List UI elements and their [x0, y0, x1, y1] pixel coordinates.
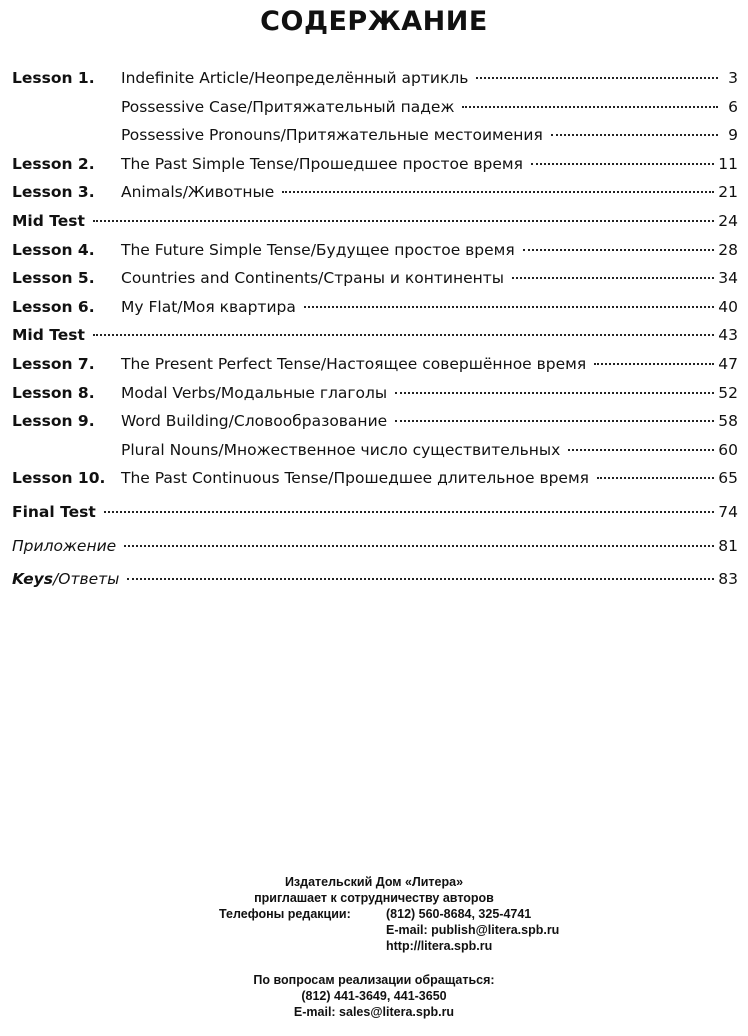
- toc-row[interactable]: [12, 264, 738, 293]
- toc-row[interactable]: [12, 293, 738, 322]
- toc-lesson-label: Lesson 1.: [12, 69, 95, 87]
- toc-leader-dots: [124, 544, 714, 547]
- toc-entry-title: Possessive Case/Притяжательный падеж: [121, 97, 455, 116]
- toc-page-number: 83: [718, 570, 738, 589]
- toc-section-label: [12, 565, 123, 593]
- publisher-footer: [0, 874, 748, 954]
- toc-keys-bold: Keys: [12, 570, 54, 589]
- toc-row[interactable]: [12, 150, 738, 179]
- toc-lesson-label: Lesson 7.: [12, 354, 95, 373]
- toc-page-number: 21: [718, 183, 738, 202]
- toc-page-number: 58: [718, 412, 738, 431]
- toc-row[interactable]: [12, 407, 738, 436]
- toc-leader-dots: [282, 190, 714, 193]
- toc-row[interactable]: [12, 178, 738, 207]
- toc-leader-dots: [395, 391, 714, 394]
- toc-entry-title: The Present Perfect Tense/Настоящее совершённое время: [121, 354, 587, 373]
- sales-footer: [0, 972, 748, 1020]
- toc-lesson-label: Lesson 8.: [12, 383, 95, 402]
- toc-row[interactable]: [12, 464, 738, 493]
- toc-lesson-label: Lesson 9.: [12, 412, 95, 431]
- toc-entry-title: My Flat/Моя квартира: [121, 297, 296, 316]
- toc-lesson-label: Lesson 5.: [12, 269, 95, 288]
- toc-page-number: 9: [728, 126, 738, 145]
- toc-entry-title: The Past Simple Tense/Прошедшее простое время: [121, 154, 523, 173]
- toc-page-number: 6: [728, 97, 738, 116]
- toc-section-label: Final Test: [12, 502, 96, 521]
- website-link[interactable]: http://litera.spb.ru: [386, 939, 493, 953]
- toc-leader-dots: [512, 276, 714, 279]
- toc-entry-title: Modal Verbs/Модальные глаголы: [121, 383, 388, 402]
- toc-leader-dots: [304, 305, 714, 308]
- toc-row[interactable]: [12, 565, 738, 594]
- publish-email[interactable]: E-mail: publish@litera.spb.ru: [386, 923, 560, 937]
- toc-page-number: 47: [718, 354, 738, 373]
- sales-email[interactable]: E-mail: sales@litera.spb.ru: [293, 1005, 455, 1019]
- toc-lesson-label: Lesson 3.: [12, 183, 95, 202]
- toc-entry-title: Animals/Животные: [121, 183, 275, 202]
- toc-entry-title: The Past Continuous Tense/Прошедшее длительное время: [121, 469, 589, 488]
- toc-page-number: 74: [718, 502, 738, 521]
- toc-keys-rest: /Ответы: [53, 570, 120, 589]
- toc-page-number: 24: [718, 211, 738, 230]
- toc-entry-title: Indefinite Article/Неопределённый артикль: [121, 69, 469, 87]
- toc-section-label: Приложение: [12, 536, 117, 555]
- toc-leader-dots: [395, 419, 714, 422]
- toc-row[interactable]: [12, 64, 738, 93]
- toc-leader-dots: [93, 219, 714, 222]
- toc-leader-dots: [551, 133, 718, 136]
- toc-section-label: Mid Test: [12, 211, 85, 230]
- toc-leader-dots: [597, 476, 714, 479]
- toc-row[interactable]: [12, 207, 738, 236]
- sales-title: По вопросам реализации обращаться:: [253, 973, 495, 987]
- table-of-contents: [12, 64, 738, 594]
- toc-lesson-label: Lesson 2.: [12, 154, 95, 173]
- phones-value: (812) 560-8684, 325-4741: [386, 907, 532, 921]
- toc-row[interactable]: [12, 236, 738, 265]
- toc-row[interactable]: [12, 321, 738, 350]
- toc-leader-dots: [127, 577, 714, 580]
- toc-section-label: Mid Test: [12, 326, 85, 345]
- toc-row[interactable]: [12, 379, 738, 408]
- toc-row[interactable]: [12, 498, 738, 527]
- toc-entry-title: Plural Nouns/Множественное число существительных: [121, 440, 561, 459]
- toc-row[interactable]: [12, 93, 738, 122]
- toc-page-number: 3: [728, 69, 738, 87]
- toc-entry-title: Word Building/Словообразование: [121, 412, 388, 431]
- page-title: СОДЕРЖАНИЕ: [260, 6, 488, 37]
- toc-page-number: 43: [718, 326, 738, 345]
- toc-page-number: 11: [718, 154, 738, 173]
- toc-page-number: 28: [718, 240, 738, 259]
- publisher-name: Издательский Дом «Литера»: [284, 875, 464, 889]
- toc-page-number: 65: [718, 469, 738, 488]
- sales-phones: (812) 441-3649, 441-3650: [301, 989, 447, 1003]
- toc-entry-title: Possessive Pronouns/Притяжательные местоимения: [121, 126, 543, 145]
- toc-leader-dots: [568, 448, 714, 451]
- toc-leader-dots: [104, 510, 714, 513]
- toc-lesson-label: Lesson 4.: [12, 240, 95, 259]
- toc-page-number: 40: [718, 297, 738, 316]
- toc-page-number: 34: [718, 269, 738, 288]
- toc-entry-title: The Future Simple Tense/Будущее простое время: [121, 240, 515, 259]
- toc-leader-dots: [594, 362, 714, 365]
- toc-leader-dots: [476, 76, 718, 79]
- toc-leader-dots: [462, 105, 718, 108]
- toc-page-number: 81: [718, 536, 738, 555]
- toc-leader-dots: [93, 333, 714, 336]
- toc-lesson-label: Lesson 6.: [12, 297, 95, 316]
- phones-label: Телефоны редакции:: [219, 907, 351, 921]
- toc-entry-title: Countries and Continents/Страны и континенты: [121, 269, 505, 288]
- toc-row[interactable]: [12, 436, 738, 465]
- toc-row[interactable]: [12, 350, 738, 379]
- toc-page-number: 52: [718, 383, 738, 402]
- toc-leader-dots: [531, 162, 714, 165]
- toc-row[interactable]: [12, 532, 738, 561]
- toc-row[interactable]: [12, 121, 738, 150]
- publisher-invite: приглашает к сотрудничеству авторов: [254, 891, 494, 905]
- toc-leader-dots: [523, 248, 715, 251]
- toc-page-number: 60: [718, 440, 738, 459]
- toc-lesson-label: Lesson 10.: [12, 469, 106, 488]
